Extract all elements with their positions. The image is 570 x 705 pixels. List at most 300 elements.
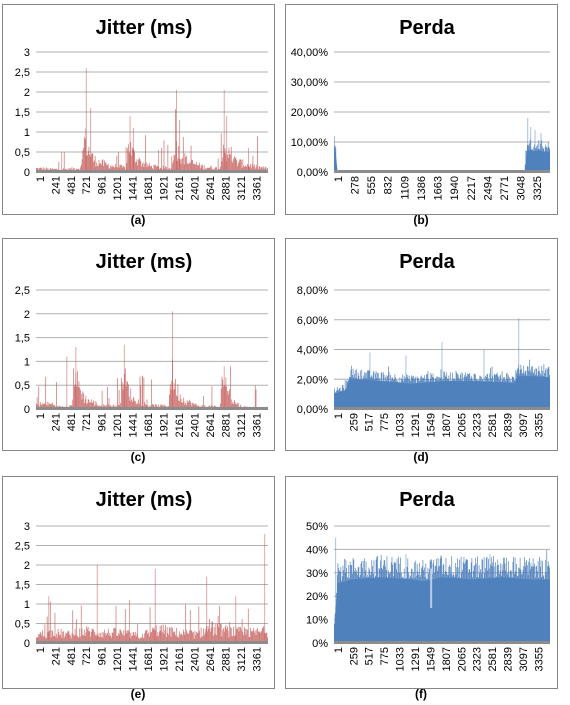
y-tick-label: 1	[23, 127, 30, 139]
data-bar	[235, 157, 236, 172]
data-bar	[182, 158, 183, 172]
x-tick-label: 259	[348, 647, 361, 666]
data-bar	[167, 145, 168, 172]
data-bar	[174, 155, 175, 172]
data-bar	[147, 630, 148, 643]
data-bar	[217, 624, 218, 643]
data-bar	[125, 609, 126, 643]
x-tick-label: 832	[382, 176, 395, 195]
data-bar	[165, 625, 166, 643]
y-tick-label: 4,00%	[296, 344, 328, 357]
data-bar	[150, 607, 151, 643]
data-bar	[178, 384, 179, 409]
data-bar	[255, 385, 256, 409]
chart-title: Jitter (ms)	[95, 251, 193, 273]
data-bar	[227, 391, 228, 409]
data-bar	[233, 627, 234, 643]
data-bar	[130, 388, 131, 409]
data-bar	[185, 604, 186, 643]
data-bar	[128, 144, 129, 172]
chart-title: Jitter (ms)	[95, 17, 193, 39]
data-bar	[84, 137, 85, 172]
data-bar	[139, 158, 140, 172]
x-axis-line	[36, 407, 268, 410]
data-bar	[174, 156, 175, 172]
data-bar	[95, 156, 96, 172]
x-tick-label: 1201	[112, 647, 125, 672]
x-tick-label: 3355	[533, 413, 546, 438]
x-tick-label: 721	[81, 647, 94, 666]
data-bar	[38, 386, 39, 409]
data-bar	[64, 152, 65, 172]
data-area	[334, 577, 550, 643]
x-tick-label: 1	[332, 647, 345, 654]
data-bar	[154, 627, 155, 643]
y-tick-label: 1	[23, 356, 30, 369]
data-bar	[119, 390, 120, 409]
y-tick-label: 40%	[305, 544, 328, 557]
data-bar	[245, 629, 246, 643]
data-bar	[212, 621, 213, 643]
data-bar	[174, 389, 175, 409]
data-bar	[220, 624, 221, 643]
x-axis-line	[334, 641, 550, 644]
data-bar	[45, 624, 46, 643]
data-bar	[230, 154, 231, 172]
y-tick-label: 0,00%	[296, 167, 328, 179]
data-bar	[219, 627, 220, 643]
x-tick-label: 961	[96, 176, 109, 195]
chart-panel-3	[3, 239, 275, 451]
y-tick-label: 30,00%	[290, 77, 328, 89]
data-bar	[107, 387, 108, 409]
x-tick-label: 2881	[220, 647, 233, 672]
x-tick-label: 775	[379, 647, 392, 666]
y-tick-label: 50%	[305, 521, 328, 533]
data-bar	[79, 381, 80, 409]
x-axis-line	[36, 170, 268, 173]
y-tick-label: 10%	[305, 614, 328, 627]
panel-caption: (a)	[130, 213, 146, 227]
data-bar	[221, 624, 222, 643]
x-tick-label: 2839	[502, 647, 515, 672]
data-bar	[127, 382, 128, 409]
data-bar	[229, 391, 230, 409]
x-tick-label: 3121	[235, 413, 248, 438]
x-tick-label: 961	[96, 647, 109, 666]
y-tick-label: 0,00%	[296, 404, 328, 416]
y-tick-label: 0,5	[14, 147, 30, 159]
data-bar	[164, 140, 165, 172]
data-bar	[82, 150, 83, 172]
data-bar	[173, 390, 174, 409]
x-tick-label: 1441	[127, 413, 140, 438]
data-bar	[74, 386, 75, 409]
data-bar	[169, 395, 170, 409]
y-tick-label: 2,5	[14, 285, 30, 297]
x-tick-label: 1033	[394, 413, 407, 438]
x-tick-label: 2641	[204, 413, 217, 438]
data-bar	[221, 389, 222, 409]
data-bar	[120, 630, 121, 643]
y-tick-label: 1,5	[14, 579, 30, 592]
chart-panel-5	[3, 477, 275, 689]
x-tick-label: 721	[81, 176, 94, 195]
data-bar	[238, 627, 239, 643]
data-bar	[122, 382, 123, 409]
x-tick-label: 1441	[127, 647, 140, 672]
data-bar	[93, 629, 94, 643]
data-bar	[223, 387, 224, 409]
data-bar	[117, 378, 118, 409]
data-bar	[212, 386, 213, 409]
y-tick-label: 1,5	[14, 332, 30, 345]
data-bar	[77, 371, 78, 409]
x-tick-label: 2161	[174, 413, 187, 438]
data-bar	[75, 384, 76, 409]
data-bar	[244, 627, 245, 643]
data-bar	[79, 388, 80, 409]
data-bar	[108, 629, 109, 643]
data-bar	[240, 627, 241, 643]
data-bar	[242, 619, 243, 643]
data-bar	[56, 382, 57, 409]
data-bar	[171, 627, 172, 643]
data-bar	[225, 386, 226, 409]
chart-title: Perda	[399, 251, 455, 273]
x-tick-label: 555	[366, 176, 379, 195]
x-tick-label: 2323	[471, 413, 484, 438]
x-tick-label: 3361	[251, 176, 264, 201]
data-bar	[171, 389, 172, 409]
x-tick-label: 2641	[204, 176, 217, 201]
x-tick-label: 2581	[487, 647, 500, 672]
data-bar	[116, 156, 117, 172]
x-axis-line	[334, 170, 550, 173]
x-tick-label: 1549	[425, 413, 438, 438]
x-tick-label: 1441	[127, 176, 140, 201]
x-tick-label: 1201	[112, 413, 125, 438]
data-bar	[225, 154, 226, 172]
data-bar	[253, 156, 254, 172]
data-bar	[218, 616, 219, 643]
data-bar	[263, 627, 264, 643]
data-bar	[229, 622, 230, 643]
x-tick-label: 259	[348, 413, 361, 432]
y-tick-label: 1,5	[14, 107, 30, 119]
data-bar	[156, 625, 157, 643]
data-bar	[85, 139, 86, 172]
data-bar	[83, 148, 84, 172]
x-tick-label: 1921	[158, 647, 171, 672]
data-bar	[140, 386, 141, 409]
x-tick-label: 2881	[220, 176, 233, 201]
data-bar	[55, 613, 56, 643]
data-dip	[430, 569, 432, 608]
data-bar	[153, 630, 154, 643]
data-bar	[214, 627, 215, 643]
x-tick-label: 2323	[471, 647, 484, 672]
data-bar	[115, 628, 116, 643]
x-tick-label: 1386	[415, 176, 428, 201]
data-bar	[45, 377, 46, 409]
data-bar	[88, 151, 89, 172]
data-bar	[86, 626, 87, 643]
data-bar	[85, 396, 86, 409]
x-tick-label: 1549	[425, 647, 438, 672]
y-tick-label: 0,5	[14, 618, 30, 631]
data-bar	[92, 153, 93, 172]
data-bar	[79, 628, 80, 643]
data-bar	[178, 158, 179, 172]
x-tick-label: 1681	[143, 647, 156, 672]
data-bar	[102, 391, 103, 409]
data-bar	[228, 395, 229, 409]
data-bar	[171, 381, 172, 409]
data-bar	[160, 626, 161, 643]
data-bar	[76, 387, 77, 409]
y-tick-label: 0,5	[14, 380, 30, 393]
data-bar	[145, 135, 146, 172]
x-tick-label: 2065	[456, 647, 469, 672]
x-tick-label: 517	[363, 413, 376, 432]
data-bar	[152, 628, 153, 643]
data-bar	[171, 156, 172, 172]
data-bar	[172, 628, 173, 643]
x-tick-label: 2401	[189, 413, 202, 438]
x-tick-label: 1921	[158, 176, 171, 201]
y-tick-label: 20%	[305, 591, 328, 604]
x-tick-label: 1921	[158, 413, 171, 438]
y-tick-label: 2,5	[14, 540, 30, 553]
data-bar	[113, 628, 114, 643]
data-bar	[191, 146, 192, 172]
data-bar	[131, 156, 132, 172]
data-bar	[132, 147, 133, 172]
data-bar	[241, 630, 242, 643]
y-tick-label: 40,00%	[290, 47, 328, 59]
data-bar	[253, 628, 254, 643]
x-tick-label: 2494	[482, 176, 495, 201]
data-bar	[140, 376, 141, 409]
data-bar	[50, 602, 51, 643]
y-tick-label: 2,5	[14, 67, 30, 79]
y-tick-label: 2,00%	[296, 374, 328, 387]
x-tick-label: 481	[65, 647, 78, 666]
data-bar	[125, 369, 126, 409]
y-tick-label: 3	[23, 47, 30, 59]
data-bar	[58, 629, 59, 643]
data-bar	[87, 629, 88, 643]
data-bar	[92, 628, 93, 643]
data-bar	[126, 381, 127, 409]
x-tick-label: 1681	[143, 176, 156, 201]
data-bar	[73, 368, 74, 409]
x-tick-label: 1291	[409, 413, 422, 438]
x-tick-label: 2839	[502, 413, 515, 438]
x-tick-label: 3355	[533, 647, 546, 672]
data-bar	[225, 148, 226, 172]
data-bar	[89, 147, 90, 172]
data-bar	[61, 629, 62, 643]
data-bar	[130, 142, 131, 172]
x-tick-label: 2217	[465, 176, 478, 201]
data-bar	[247, 630, 248, 643]
x-tick-label: 1663	[432, 176, 445, 201]
data-bar	[114, 628, 115, 643]
x-tick-label: 3121	[235, 647, 248, 672]
y-tick-label: 1	[23, 599, 30, 611]
data-bar	[236, 158, 237, 172]
data-bar	[256, 630, 257, 643]
chart-panel-2	[286, 5, 558, 215]
data-bar	[225, 625, 226, 643]
data-bar	[178, 146, 179, 172]
x-tick-label: 3325	[532, 176, 545, 201]
data-bar	[223, 628, 224, 643]
x-tick-label: 721	[81, 413, 94, 432]
data-bar	[230, 627, 231, 643]
data-bar	[126, 147, 127, 172]
data-bar	[126, 387, 127, 409]
data-bar	[78, 387, 79, 409]
data-bar	[223, 145, 224, 172]
data-bar	[237, 628, 238, 643]
data-bar	[175, 379, 176, 409]
data-bar	[167, 627, 168, 643]
data-bar	[186, 156, 187, 172]
x-tick-label: 1291	[409, 647, 422, 672]
data-bar	[176, 628, 177, 643]
data-bar	[84, 630, 85, 643]
data-bar	[161, 148, 162, 172]
data-bar	[92, 153, 93, 172]
data-bar	[120, 630, 121, 643]
data-bar	[225, 377, 226, 409]
data-bar	[212, 622, 213, 643]
data-bar	[118, 152, 119, 172]
data-bar	[87, 155, 88, 172]
data-bar	[211, 628, 212, 643]
data-bar	[208, 629, 209, 643]
data-bar	[89, 155, 90, 172]
data-bar	[215, 624, 216, 643]
data-bar	[88, 627, 89, 643]
data-bar	[222, 380, 223, 409]
data-bar	[180, 395, 181, 409]
data-bar	[209, 619, 210, 643]
data-bar	[221, 133, 222, 172]
data-bar	[175, 109, 176, 172]
data-bar	[174, 383, 175, 409]
chart-panel-6	[286, 477, 558, 689]
x-tick-label: 3361	[251, 413, 264, 438]
chart-title: Perda	[399, 17, 455, 39]
panel-caption: (d)	[413, 450, 429, 464]
x-tick-label: 3361	[251, 647, 264, 672]
panel-caption: (b)	[413, 213, 429, 227]
y-tick-label: 0%	[312, 638, 328, 650]
data-bar	[82, 391, 83, 409]
x-tick-label: 961	[96, 413, 109, 432]
data-bar	[82, 628, 83, 643]
data-bar	[81, 394, 82, 409]
data-bar	[72, 610, 73, 643]
data-bar	[239, 627, 240, 643]
y-tick-label: 30%	[305, 567, 328, 580]
data-bar	[205, 629, 206, 643]
data-bar	[231, 147, 232, 172]
x-tick-label: 517	[363, 647, 376, 666]
x-tick-label: 2401	[189, 176, 202, 201]
x-tick-label: 2581	[487, 413, 500, 438]
x-tick-label: 1109	[399, 176, 412, 200]
y-tick-label: 3	[23, 521, 30, 533]
data-bar	[226, 387, 227, 409]
x-tick-label: 1807	[440, 413, 453, 438]
x-tick-label: 1	[332, 413, 345, 420]
y-tick-label: 20,00%	[290, 107, 328, 119]
data-bar	[128, 384, 129, 409]
data-bar	[169, 627, 170, 643]
x-tick-label: 2401	[189, 647, 202, 672]
data-bar	[161, 625, 162, 643]
y-tick-label: 0	[23, 638, 30, 650]
y-tick-label: 10,00%	[290, 137, 328, 149]
data-bar	[75, 629, 76, 643]
data-bar	[257, 136, 258, 172]
data-bar	[185, 157, 186, 172]
data-bar	[225, 627, 226, 643]
y-tick-label: 0	[23, 167, 30, 179]
x-tick-label: 1	[34, 413, 47, 420]
x-tick-label: 278	[349, 176, 362, 195]
x-tick-label: 3048	[515, 176, 528, 201]
data-bar	[203, 628, 204, 643]
panel-caption: (f)	[415, 687, 427, 701]
x-axis-line	[334, 407, 550, 410]
data-bar	[80, 390, 81, 409]
data-bar	[227, 627, 228, 643]
y-tick-label: 2	[23, 308, 30, 321]
x-tick-label: 241	[50, 413, 63, 432]
x-tick-label: 1940	[449, 176, 462, 201]
data-bar	[121, 378, 122, 409]
data-bar	[129, 152, 130, 172]
x-tick-label: 1807	[440, 647, 453, 672]
data-bar	[227, 155, 228, 172]
data-bar	[248, 609, 249, 643]
x-tick-label: 2161	[174, 176, 187, 201]
data-bar	[190, 610, 191, 643]
data-bar	[229, 389, 230, 409]
x-tick-label: 2771	[499, 175, 512, 201]
x-tick-label: 1	[34, 176, 47, 183]
data-bar	[47, 617, 48, 643]
chart-panel-4	[286, 239, 558, 451]
data-bar	[262, 629, 263, 643]
data-bar	[176, 395, 177, 409]
data-bar	[226, 629, 227, 643]
y-tick-label: 6,00%	[296, 314, 328, 327]
data-bar	[83, 393, 84, 409]
data-bar	[127, 148, 128, 172]
data-bar	[218, 158, 219, 172]
data-bar	[163, 624, 164, 643]
data-bar	[201, 628, 202, 643]
panel-caption: (c)	[130, 450, 146, 464]
x-tick-label: 241	[50, 176, 63, 195]
